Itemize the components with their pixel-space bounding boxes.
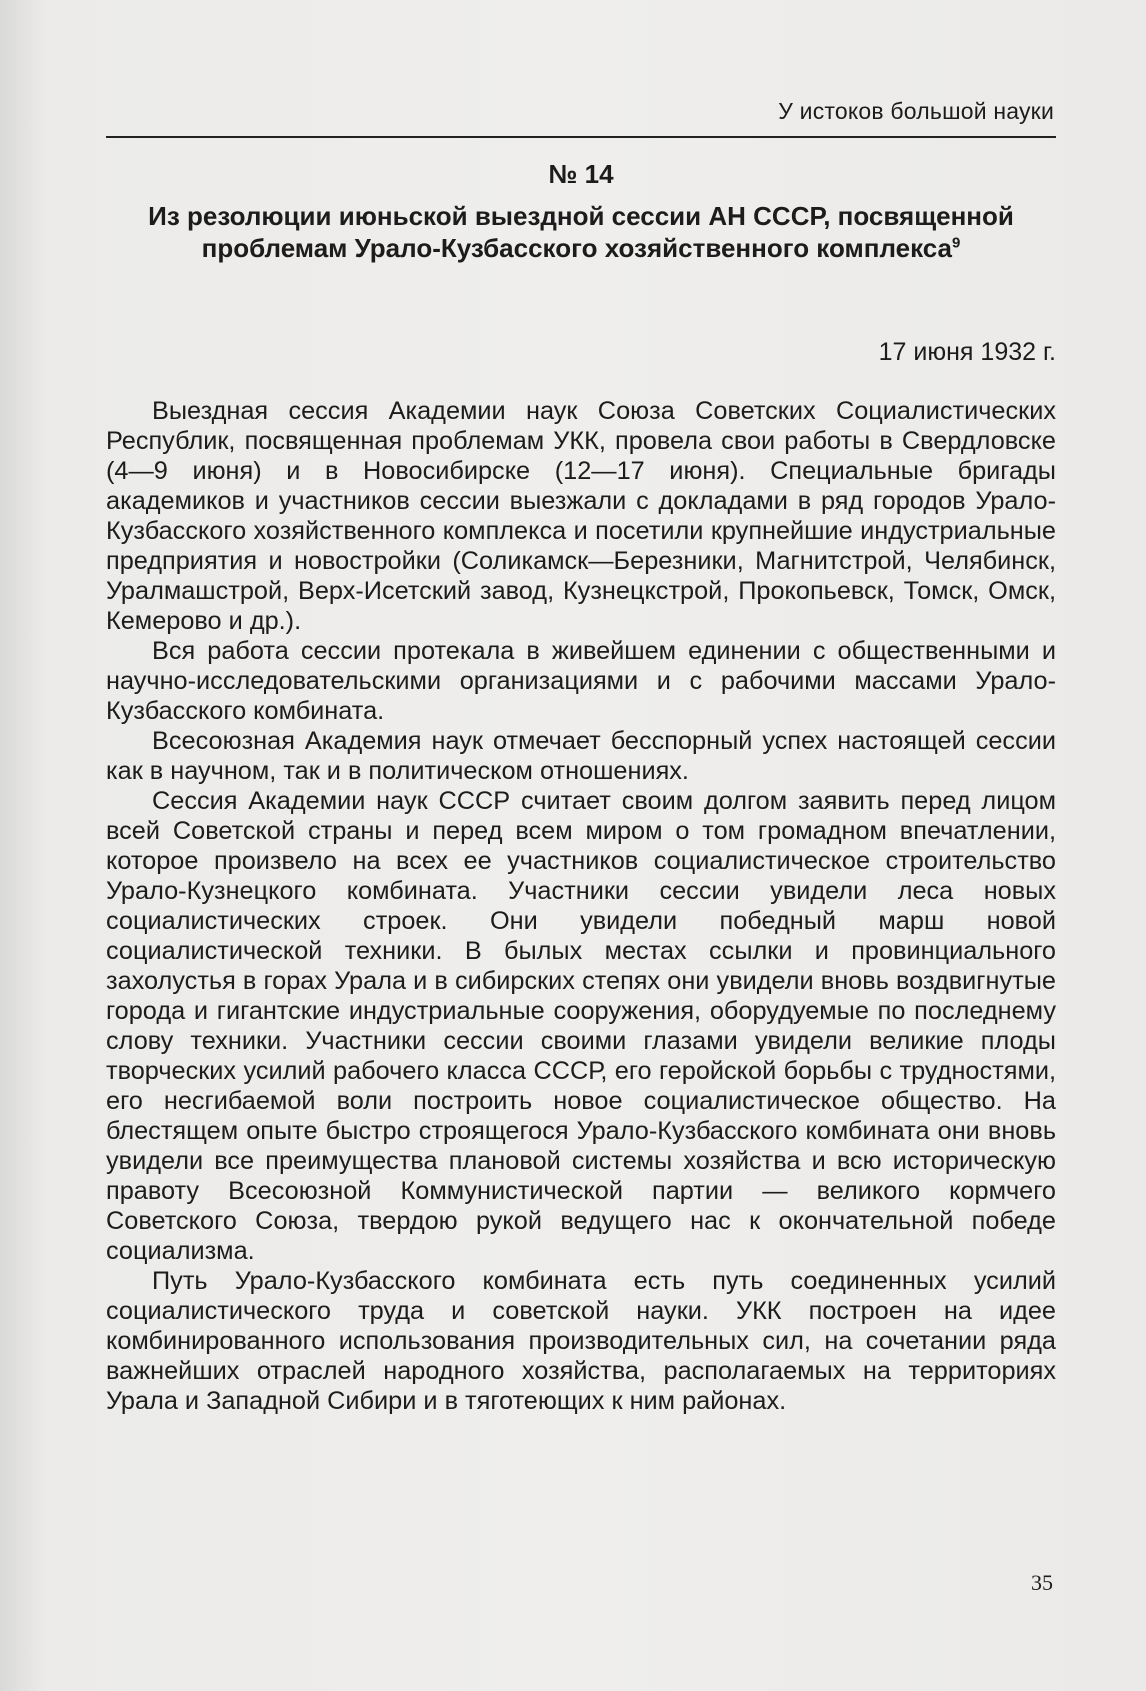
paragraph: Сессия Академии наук СССР считает своим долгом заявить перед лицом всей Советской страны и перед всем миром о том громадном впечатлении, которое произвело на всех ее участников социалистическое строительство Урало-Кузнецкого комбината. Участники сессии увидели леса новых социалистических строек. Они увидели победный марш новой социалистической техники. В былых местах ссылки и провинциального захолустья в горах Урала и в сибирских степях они увидели вновь воздвигнутые города и гигантские индустриальные сооружения, оборудуемые по последнему слову техники. Участники сессии своими глазами увидели великие плоды творческих усилий рабочего класса СССР, его геройской борьбы с трудностями, его несгибаемой воли построить новое социалистическое общество. На блестящем опыте быстро строящегося Урало-Кузбасского комбината они вновь увидели все преимущества плановой системы хозяйства и всю историческую правоту Всесоюзной Коммунистической партии — великого кормчего Советского Союза, твердою рукой ведущего нас к окончательной победе социализма. — [106, 787, 1056, 1265]
running-head: У истоков большой науки — [778, 98, 1054, 124]
document-title: Из резолюции июньской выездной сессии АН СССР, посвященной проблемам Урало-Кузбасского хозяйственного комплекса — [148, 201, 1014, 263]
footnote-ref: 9 — [952, 234, 961, 252]
page-number: 35 — [1031, 1570, 1053, 1595]
document-body — [106, 396, 1056, 1416]
header-rule — [106, 136, 1056, 138]
document-number: № 14 — [548, 159, 614, 189]
paragraph: Всесоюзная Академия наук отмечает бесспорный успех настоящей сессии как в научном, так и в политическом отношениях. — [106, 727, 1056, 785]
document-title-wrap — [106, 200, 1056, 264]
paragraph: Вся работа сессии протекала в живейшем единении с общественными и научно-исследовательскими организациями и с рабочими массами Урало-Кузбасского комбината. — [106, 637, 1056, 725]
document-heading — [106, 158, 1056, 264]
paragraph: Путь Урало-Кузбасского комбината есть путь соединенных усилий социалистического труда и советской науки. УКК построен на идее комбинированного использования производительных сил, на сочетании ряда важнейших отраслей народного хозяйства, располагаемых на территориях Урала и Западной Сибири и в тяготеющих к ним районах. — [106, 1267, 1056, 1415]
document-date: 17 июня 1932 г. — [878, 338, 1056, 366]
paragraph: Выездная сессия Академии наук Союза Советских Социалистических Республик, посвященная проблемам УКК, провела свои работы в Свердловске (4—9 июня) и в Новосибирске (12—17 июня). Специальные бригады академиков и участников сессии выезжали с докладами в ряд городов Урало-Кузбасского хозяйственного комплекса и посетили крупнейшие индустриальные предприятия и новостройки (Соликамск—Березники, Магнитстрой, Челябинск, Уралмашстрой, Верх-Исетский завод, Кузнецкстрой, Прокопьевск, Томск, Омск, Кемерово и др.). — [106, 397, 1056, 635]
